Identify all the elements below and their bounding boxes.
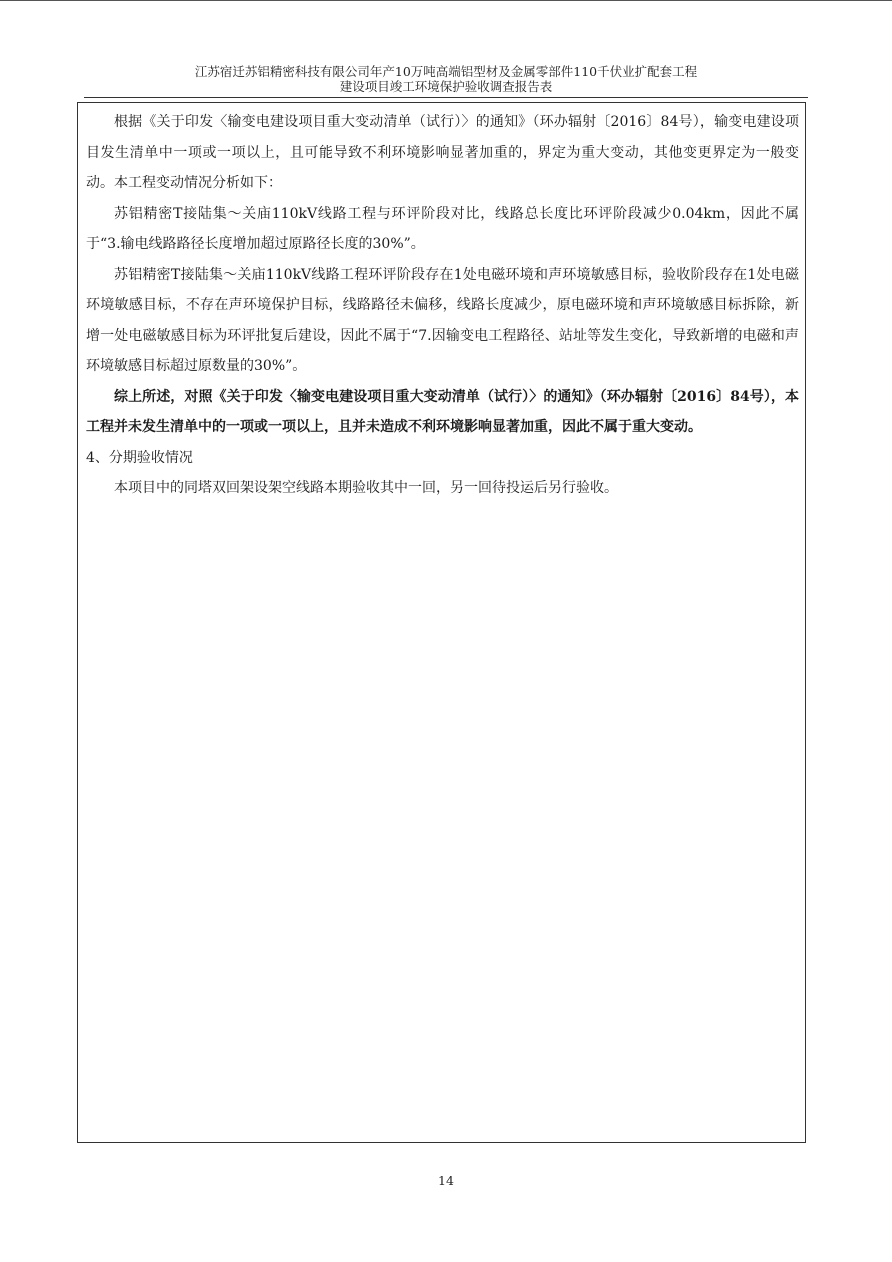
section-heading-phased-acceptance: 4、分期验收情况 — [86, 449, 193, 466]
report-body — [86, 107, 799, 504]
report-content-box — [77, 102, 806, 1143]
paragraph-sensitive-target-analysis: 苏铝精密T接陆集～关庙110kV线路工程环评阶段存在1处电磁环境和声环境敏感目标，验收阶段存在1处电磁环境敏感目标，不存在声环境保护目标，线路路径未偏移，线路长度减少，原电磁环境和声环境敏感目标拆除，新增一处电磁敏感目标为环评批复后建设，因此不属于“7.因输变电工程路径、站址等发生变化，导致新增的电磁和声环境敏感目标超过原数量的30%”。 — [86, 266, 799, 374]
paragraph-conclusion: 综上所述，对照《关于印发〈输变电建设项目重大变动清单（试行）〉的通知》（环办辐射〔2016〕84号），本工程并未发生清单中的一项或一项以上，且并未造成不利环境影响显著加重，因此不属于重大变动。 — [86, 388, 799, 435]
paragraph-phased-acceptance: 本项目中的同塔双回架设架空线路本期验收其中一回，另一回待投运后另行验收。 — [114, 480, 618, 496]
header-project-title: 江苏宿迁苏铝精密科技有限公司年产10万吨高端铝型材及金属零部件110千伏业扩配套工程 — [194, 64, 698, 79]
paragraph-regulation-intro: 根据《关于印发〈输变电建设项目重大变动清单（试行）〉的通知》（环办辐射〔2016〕84号），输变电建设项目发生清单中一项或一项以上，且可能导致不利环境影响显著加重的，界定为重大变动，其他变更界定为一般变动。本工程变动情况分析如下： — [86, 114, 799, 191]
paragraph-route-length-analysis: 苏铝精密T接陆集～关庙110kV线路工程与环评阶段对比，线路总长度比环评阶段减少0.04km，因此不属于“3.输电线路路径长度增加超过原路径长度的30%”。 — [86, 205, 799, 252]
header-divider — [84, 97, 808, 98]
page-header — [84, 64, 808, 94]
page-top-border — [0, 0, 892, 1]
header-report-title: 建设项目竣工环境保护验收调查报告表 — [339, 79, 553, 94]
page-number: 14 — [438, 1173, 454, 1188]
